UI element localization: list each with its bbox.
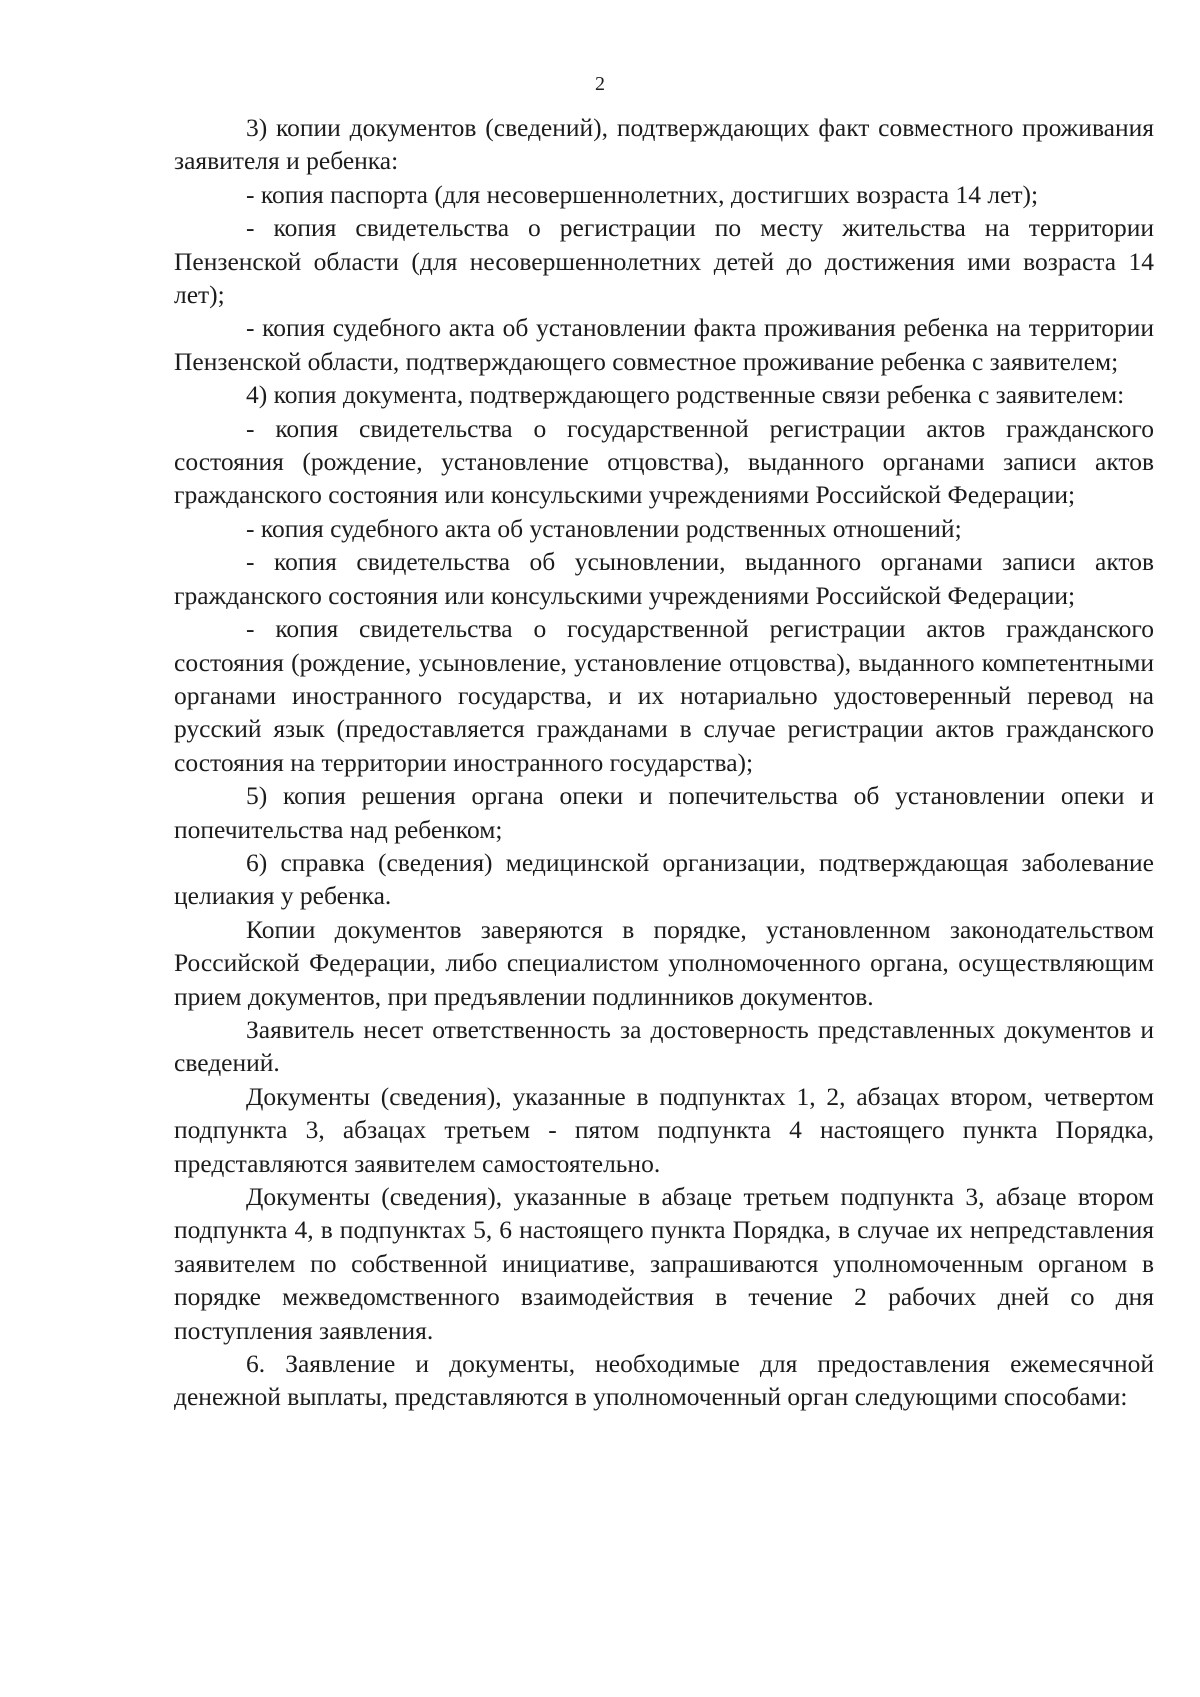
paragraph-applicant-responsibility: Заявитель несет ответственность за достоверность представленных документов и сведений. xyxy=(174,1014,1154,1078)
paragraph-court-act-residence: - копия судебного акта об установлении факта проживания ребенка на территории Пензенской области, подтверждающего совместное проживание ребенка с заявителем; xyxy=(174,313,1154,376)
paragraph-passport-copy: - копия паспорта (для несовершеннолетних, достигших возраста 14 лет); xyxy=(246,179,1039,209)
document-body xyxy=(174,111,1154,1414)
paragraph-self-submitted-docs: Документы (сведения), указанные в подпунктах 1, 2, абзацах втором, четвертом подпункта 3, абзацах третьем - пятом подпункта 4 настоящего пункта Порядка, представляются заявителем самостоятельно. xyxy=(174,1081,1154,1178)
paragraph-interagency-requests: Документы (сведения), указанные в абзаце третьем подпункта 3, абзаце втором подпункта 4, в подпунктах 5, 6 настоящего пункта Порядка, в случае их непредставления заявителем по собственной инициативе, запрашиваются уполномоченным органом в порядке межведомственного взаимодействия в течение 2 рабочих дней со дня поступления заявления. xyxy=(174,1182,1154,1345)
paragraph-item-3-cohabitation-docs: 3) копии документов (сведений), подтверждающих факт совместного проживания заявителя и ребенка: xyxy=(174,113,1154,176)
paragraph-item-6-medical-certificate: 6) справка (сведения) медицинской организации, подтверждающая заболевание целиакия у ребенка. xyxy=(174,847,1154,911)
paragraph-item-5-guardianship: 5) копия решения органа опеки и попечительства об установлении опеки и попечительства над ребенком; xyxy=(174,781,1154,844)
page-number: 2 xyxy=(595,73,605,95)
paragraph-item-4-kinship-doc: 4) копия документа, подтверждающего родственные связи ребенка с заявителем: xyxy=(246,380,1125,410)
paragraph-copies-certification: Копии документов заверяются в порядке, установленном законодательством Российской Федерации, либо специалистом уполномоченного органа, осуществляющим прием документов, при предъявлении подлинников документов. xyxy=(174,914,1154,1011)
paragraph-court-act-kinship: - копия судебного акта об установлении родственных отношений; xyxy=(246,513,962,543)
paragraph-registration-certificate: - копия свидетельства о регистрации по месту жительства на территории Пензенской области (для несовершеннолетних детей до достижения ими возраста 14 лет); xyxy=(174,213,1154,310)
paragraph-civil-status-certificate: - копия свидетельства о государственной регистрации актов гражданского состояния (рождение, установление отцовства), выданного органами записи актов гражданского состояния или консульскими учреждениями Российской Федерации; xyxy=(174,413,1154,510)
paragraph-foreign-certificate: - копия свидетельства о государственной регистрации актов гражданского состояния (рождение, усыновление, установление отцовства), выданного компетентными органами иностранного государства, и их нотариально удостоверенный перевод на русский язык (предоставляется гражданами в случае регистрации актов гражданского состояния на территории иностранного государства); xyxy=(174,614,1154,777)
paragraph-section-6-submission: 6. Заявление и документы, необходимые для предоставления ежемесячной денежной выплаты, представляются в уполномоченный орган следующими способами: xyxy=(174,1349,1154,1412)
paragraph-adoption-certificate: - копия свидетельства об усыновлении, выданного органами записи актов гражданского состояния или консульскими учреждениями Российской Федерации; xyxy=(174,547,1154,610)
